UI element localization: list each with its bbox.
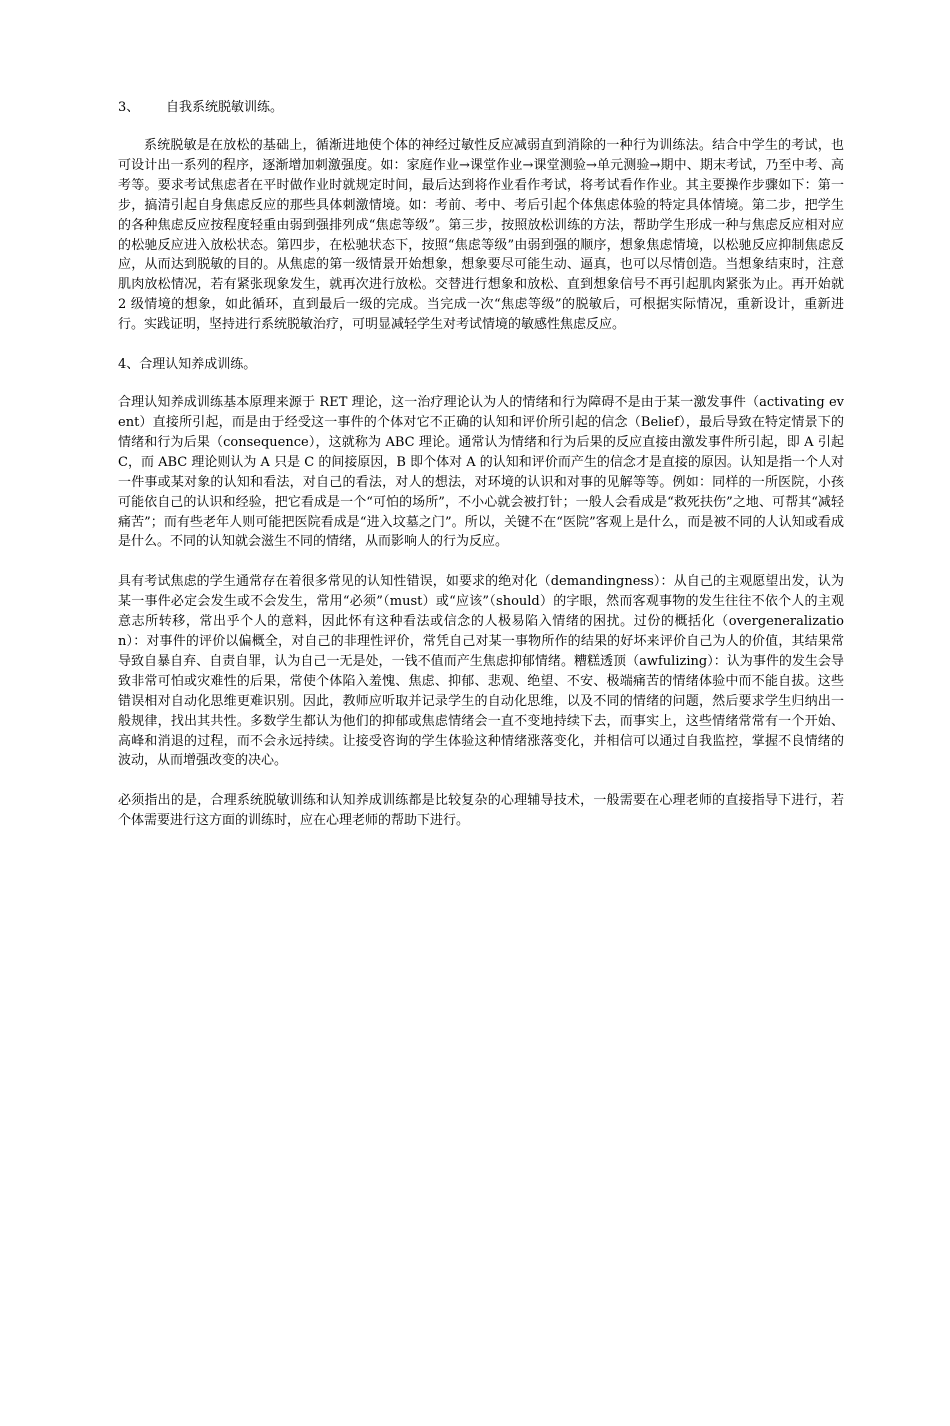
section-3-paragraph: 系统脱敏是在放松的基础上，循渐进地使个体的神经过敏性反应减弱直到消除的一种行为训练法。结合中学生的考试，也可设计出一系列的程序，逐渐增加刺激强度。如：家庭作业→课堂作业→课堂测验→单元测验→期中、期末考试，乃至中考、高考等。要求考试焦虑者在平时做作业时就规定时间，最后达到将作业看作考试，将考试看作作业。其主要操作步骤如下：第一步，搞清引起自身焦虑反应的那些具体刺激情境。如：考前、考中、考后引起个体焦虑体验的特定具体情境。第二步，把学生的各种焦虑反应按程度轻重由弱到强排列成“焦虑等级”。第三步，按照放松训练的方法，帮助学生形成一种与焦虑反应相对应的松驰反应进入放松状态。第四步，在松驰状态下，按照“焦虑等级”由弱到强的顺序，想象焦虑情境，以松驰反应抑制焦虑反应，从而达到脱敏的目的。从焦虑的第一级情景开始想象，想象要尽可能生动、逼真，也可以尽情创造。当想象结束时，注意肌肉放松情况，若有紧张现象发生，就再次进行放松。交替进行想象和放松、直到想象信号不再引起肌肉紧张为止。再开始就 2 级情境的想象，如此循环，直到最后一级的完成。当完成一次“焦虑等级”的脱敏后，可根据实际情况，重新设计，重新进行。实践证明，坚持进行系统脱敏治疗，可明显减轻学生对考试情境的敏感性焦虑反应。 bbox=[118, 138, 844, 333]
section-3-number: 3、 bbox=[118, 100, 140, 115]
section-4-paragraph-3: 必须指出的是，合理系统脱敏训练和认知养成训练都是比较复杂的心理辅导技术，一般需要在心理老师的直接指导下进行，若个体需要进行这方面的训练时，应在心理老师的帮助下进行。 bbox=[118, 793, 844, 829]
section-4-heading: 4、合理认知养成训练。 bbox=[118, 357, 257, 373]
section-4-paragraph-2: 具有考试焦虑的学生通常存在着很多常见的认知性错误，如要求的绝对化（demandingness）：从自己的主观愿望出发，认为某一事件必定会发生或不会发生，常用“必须”（must）或“应该”（should）的字眼，然而客观事物的发生往往不依个人的主观意志所转移，常出乎个人的意料，因此怀有这种看法或信念的人极易陷入情绪的困扰。过份的概括化（overgeneralization）：对事件的评价以偏概全，对自己的非理性评价，常凭自己对某一事物所作的结果的好坏来评价自己为人的价值，其结果常导致自暴自弃、自责自罪，认为自己一无是处，一钱不值而产生焦虑抑郁情绪。糟糕透顶（awfulizing）：认为事件的发生会导致非常可怕或灾难性的后果，常使个体陷入羞愧、焦虑、抑郁、悲观、绝望、不安、极端痛苦的情绪体验中而不能自拔。这些错误相对自动化思维更难识别。因此，教师应听取并记录学生的自动化思维，以及不同的情绪的问题，然后要求学生归纳出一般规律，找出其共性。多数学生都认为他们的抑郁或焦虑情绪会一直不变地持续下去，而事实上，这些情绪常常有一个开始、高峰和消退的过程，而不会永远持续。让接受咨询的学生体验这种情绪涨落变化，并相信可以通过自我监控，掌握不良情绪的波动，从而增强改变的决心。 bbox=[118, 574, 844, 769]
section-4-paragraph-1: 合理认知养成训练基本原理来源于 RET 理论，这一治疗理论认为人的情绪和行为障碍不是由于某一激发事件（activating event）直接所引起，而是由于经受这一事件的个体对它不正确的认知和评价所引起的信念（Belief），最后导致在特定情景下的情绪和行为后果（consequence），这就称为 ABC 理论。通常认为情绪和行为后果的反应直接由激发事件所引起，即 A 引起 C，而 ABC 理论则认为 A 只是 C 的间接原因，B 即个体对 A 的认知和评价而产生的信念才是直接的原因。认知是指一个人对一件事或某对象的认知和看法，对自己的看法，对人的想法，对环境的认识和对事的见解等等。例如：同样的一所医院，小孩可能依自己的认识和经验，把它看成是一个“可怕的场所”，不小心就会被打针；一般人会看成是“救死扶伤”之地、可帮其“减轻痛苦”；而有些老年人则可能把医院看成是“进入坟墓之门”。所以，关键不在“医院”客观上是什么，而是被不同的人认知或看成是什么。不同的认知就会滋生不同的情绪，从而影响人的行为反应。 bbox=[118, 395, 844, 550]
section-3-heading bbox=[118, 98, 844, 118]
document-page bbox=[118, 98, 844, 851]
section-3-title: 自我系统脱敏训练。 bbox=[166, 100, 284, 115]
